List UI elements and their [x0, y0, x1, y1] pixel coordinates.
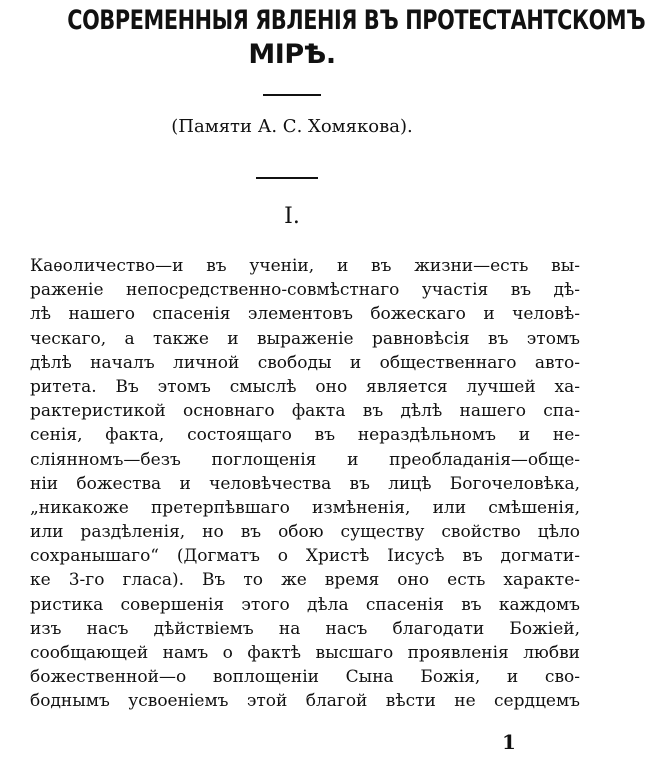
subtitle-divider	[256, 177, 318, 179]
article-title-line-1: СОВРЕМЕННЫЯ ЯВЛЕНІЯ ВЪ ПРОТЕСТАНТСКОМЪ	[67, 5, 645, 36]
text-line: лѣ нашего спасенія элементовъ божескаго и человѣ-	[30, 304, 580, 325]
article-title-line-2: МІРѢ.	[248, 39, 336, 70]
body-paragraph	[30, 254, 580, 714]
text-line: Каѳоличество—и въ ученіи, и въ жизни—есть вы-	[30, 256, 580, 276]
dedication-subtitle: (Памяти А. С. Хомякова).	[171, 116, 413, 137]
text-line: ритета. Въ этомъ смыслѣ оно является лучшей ха-	[30, 376, 580, 397]
page-number: 1	[502, 730, 516, 754]
text-line: слiянномъ—безъ поглощенія и преобладанія—общe-	[30, 449, 580, 470]
text-line: ніи божества и человѣчества въ лицѣ Богочеловѣка,	[30, 473, 580, 494]
text-line: боднымъ усвоеніемъ этой благой вѣсти не сердцемъ	[30, 691, 580, 712]
text-line: рактеристикой основнаго факта въ дѣлѣ нашего спа-	[30, 401, 580, 422]
text-line: „никакоже претерпѣвшаго измѣненія, или смѣшенія,	[30, 497, 580, 518]
text-line: изъ насъ дѣйствіемъ на насъ благодати Божіей,	[30, 618, 580, 639]
section-number: I.	[284, 204, 300, 229]
text-line: сохранышаго“ (Догматъ о Христѣ Іисусѣ въ догмати-	[30, 546, 580, 567]
text-line: ческаго, а также и выраженіе равновѣсія въ этомъ	[30, 328, 580, 349]
title-divider	[263, 94, 321, 96]
text-line: божественной—о воплощеніи Сына Божія, и сво-	[30, 667, 580, 688]
text-line: или раздѣленія, но въ обою существу свойство цѣло	[30, 522, 580, 543]
text-line: раженіе непосредственно-совмѣстнаго участія въ дѣ-	[30, 280, 580, 301]
text-line: ке 3-го гласа). Въ то же время оно есть характе-	[30, 570, 580, 591]
text-line: сенія, факта, состоящаго въ нераздѣльномъ и не-	[30, 425, 580, 446]
text-line: сообщающей намъ о фактѣ высшаго проявленія любви	[30, 643, 580, 663]
text-line: ристика совершенія этого дѣла спасенія въ каждомъ	[30, 594, 580, 615]
text-line: дѣлѣ началъ личной свободы и общественнаго авто-	[30, 352, 580, 373]
